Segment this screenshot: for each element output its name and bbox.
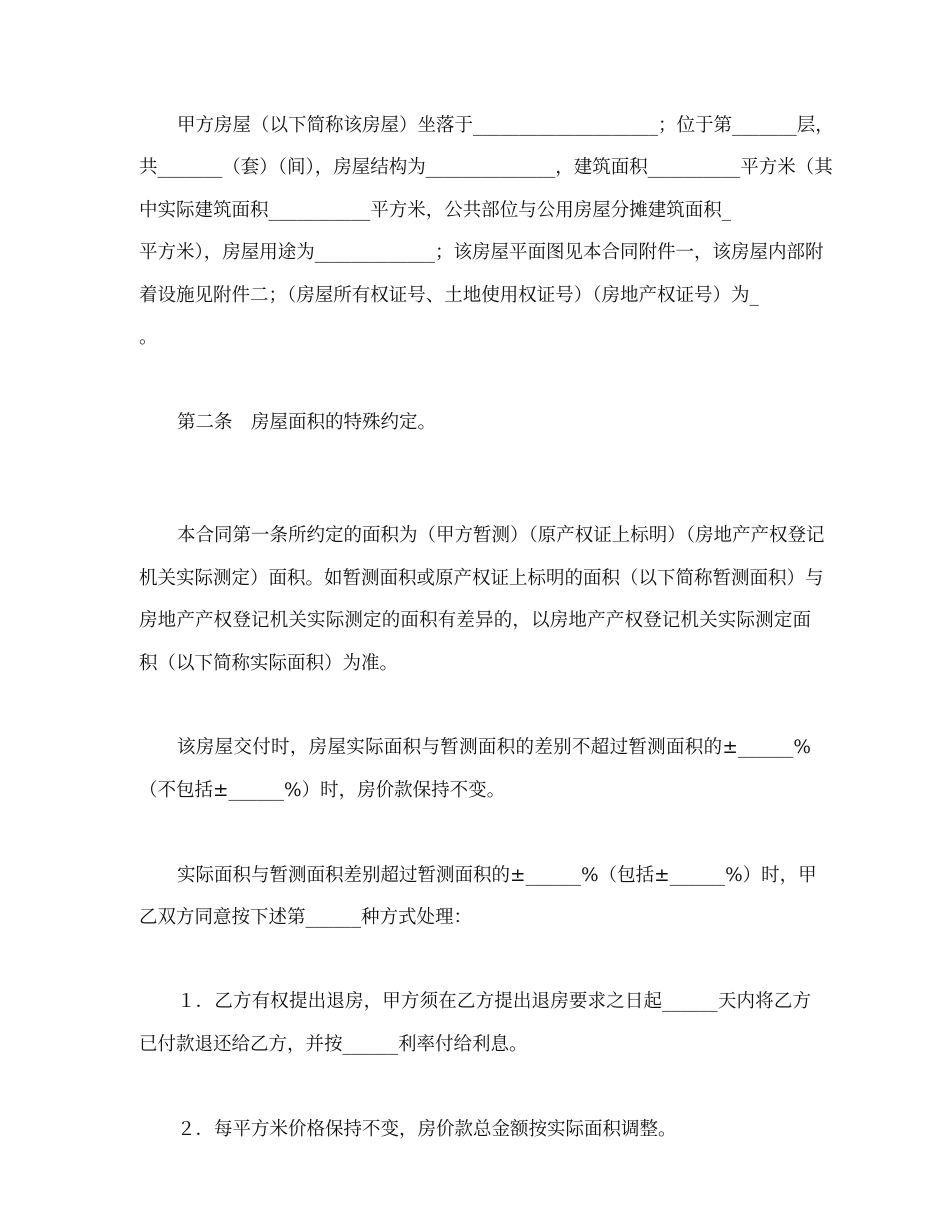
para1-line: 平方米），房屋用途为_____________；该房屋平面图见本合同附件一，该房屋内部附 <box>139 242 824 263</box>
para1-line: 中实际建筑面积___________平方米，公共部位与公用房屋分摊建筑面积_ <box>139 200 732 221</box>
item1-line: 已付款退还给乙方，并按______利率付给利息。 <box>139 1034 528 1055</box>
para3-line: 该房屋交付时，房屋实际面积与暂测面积的差别不超过暂测面积的±______% <box>177 737 811 758</box>
para1-line: 甲方房屋（以下简称该房屋）坐落于____________________；位于第_______层， <box>177 115 834 136</box>
para2-line: 本合同第一条所约定的面积为（甲方暂测）（原产权证上标明）（房地产产权登记 <box>177 525 825 546</box>
para2-line: 积（以下简称实际面积）为准。 <box>139 653 399 674</box>
para4-line: 乙双方同意按下述第______种方式处理： <box>139 907 473 928</box>
para1-line: 着设施见附件二；（房屋所有权证号、土地使用权证号）（房地产权证号）为_ <box>139 285 759 306</box>
item2-line: ２．每平方米价格保持不变，房价款总金额按实际面积调整。 <box>177 1119 677 1140</box>
para2-line: 机关实际测定）面积。如暂测面积或原产权证上标明的面积（以下简称暂测面积）与 <box>139 568 824 589</box>
para3-line: （不包括±______%）时，房价款保持不变。 <box>139 780 506 801</box>
item1-line: １．乙方有权提出退房，甲方须在乙方提出退房要求之日起______天内将乙方 <box>177 991 811 1012</box>
para1-line: 。 <box>139 327 158 348</box>
article2-title: 第二条 房屋面积的特殊约定。 <box>177 412 437 433</box>
para4-line: 实际面积与暂测面积差别超过暂测面积的±______%（包括±______%）时，甲 <box>177 865 817 886</box>
para2-line: 房地产产权登记机关实际测定的面积有差异的，以房地产产权登记机关实际测定面 <box>139 610 811 631</box>
para1-line: 共_______（套）（间），房屋结构为______________，建筑面积__________平方米（其 <box>139 157 833 178</box>
